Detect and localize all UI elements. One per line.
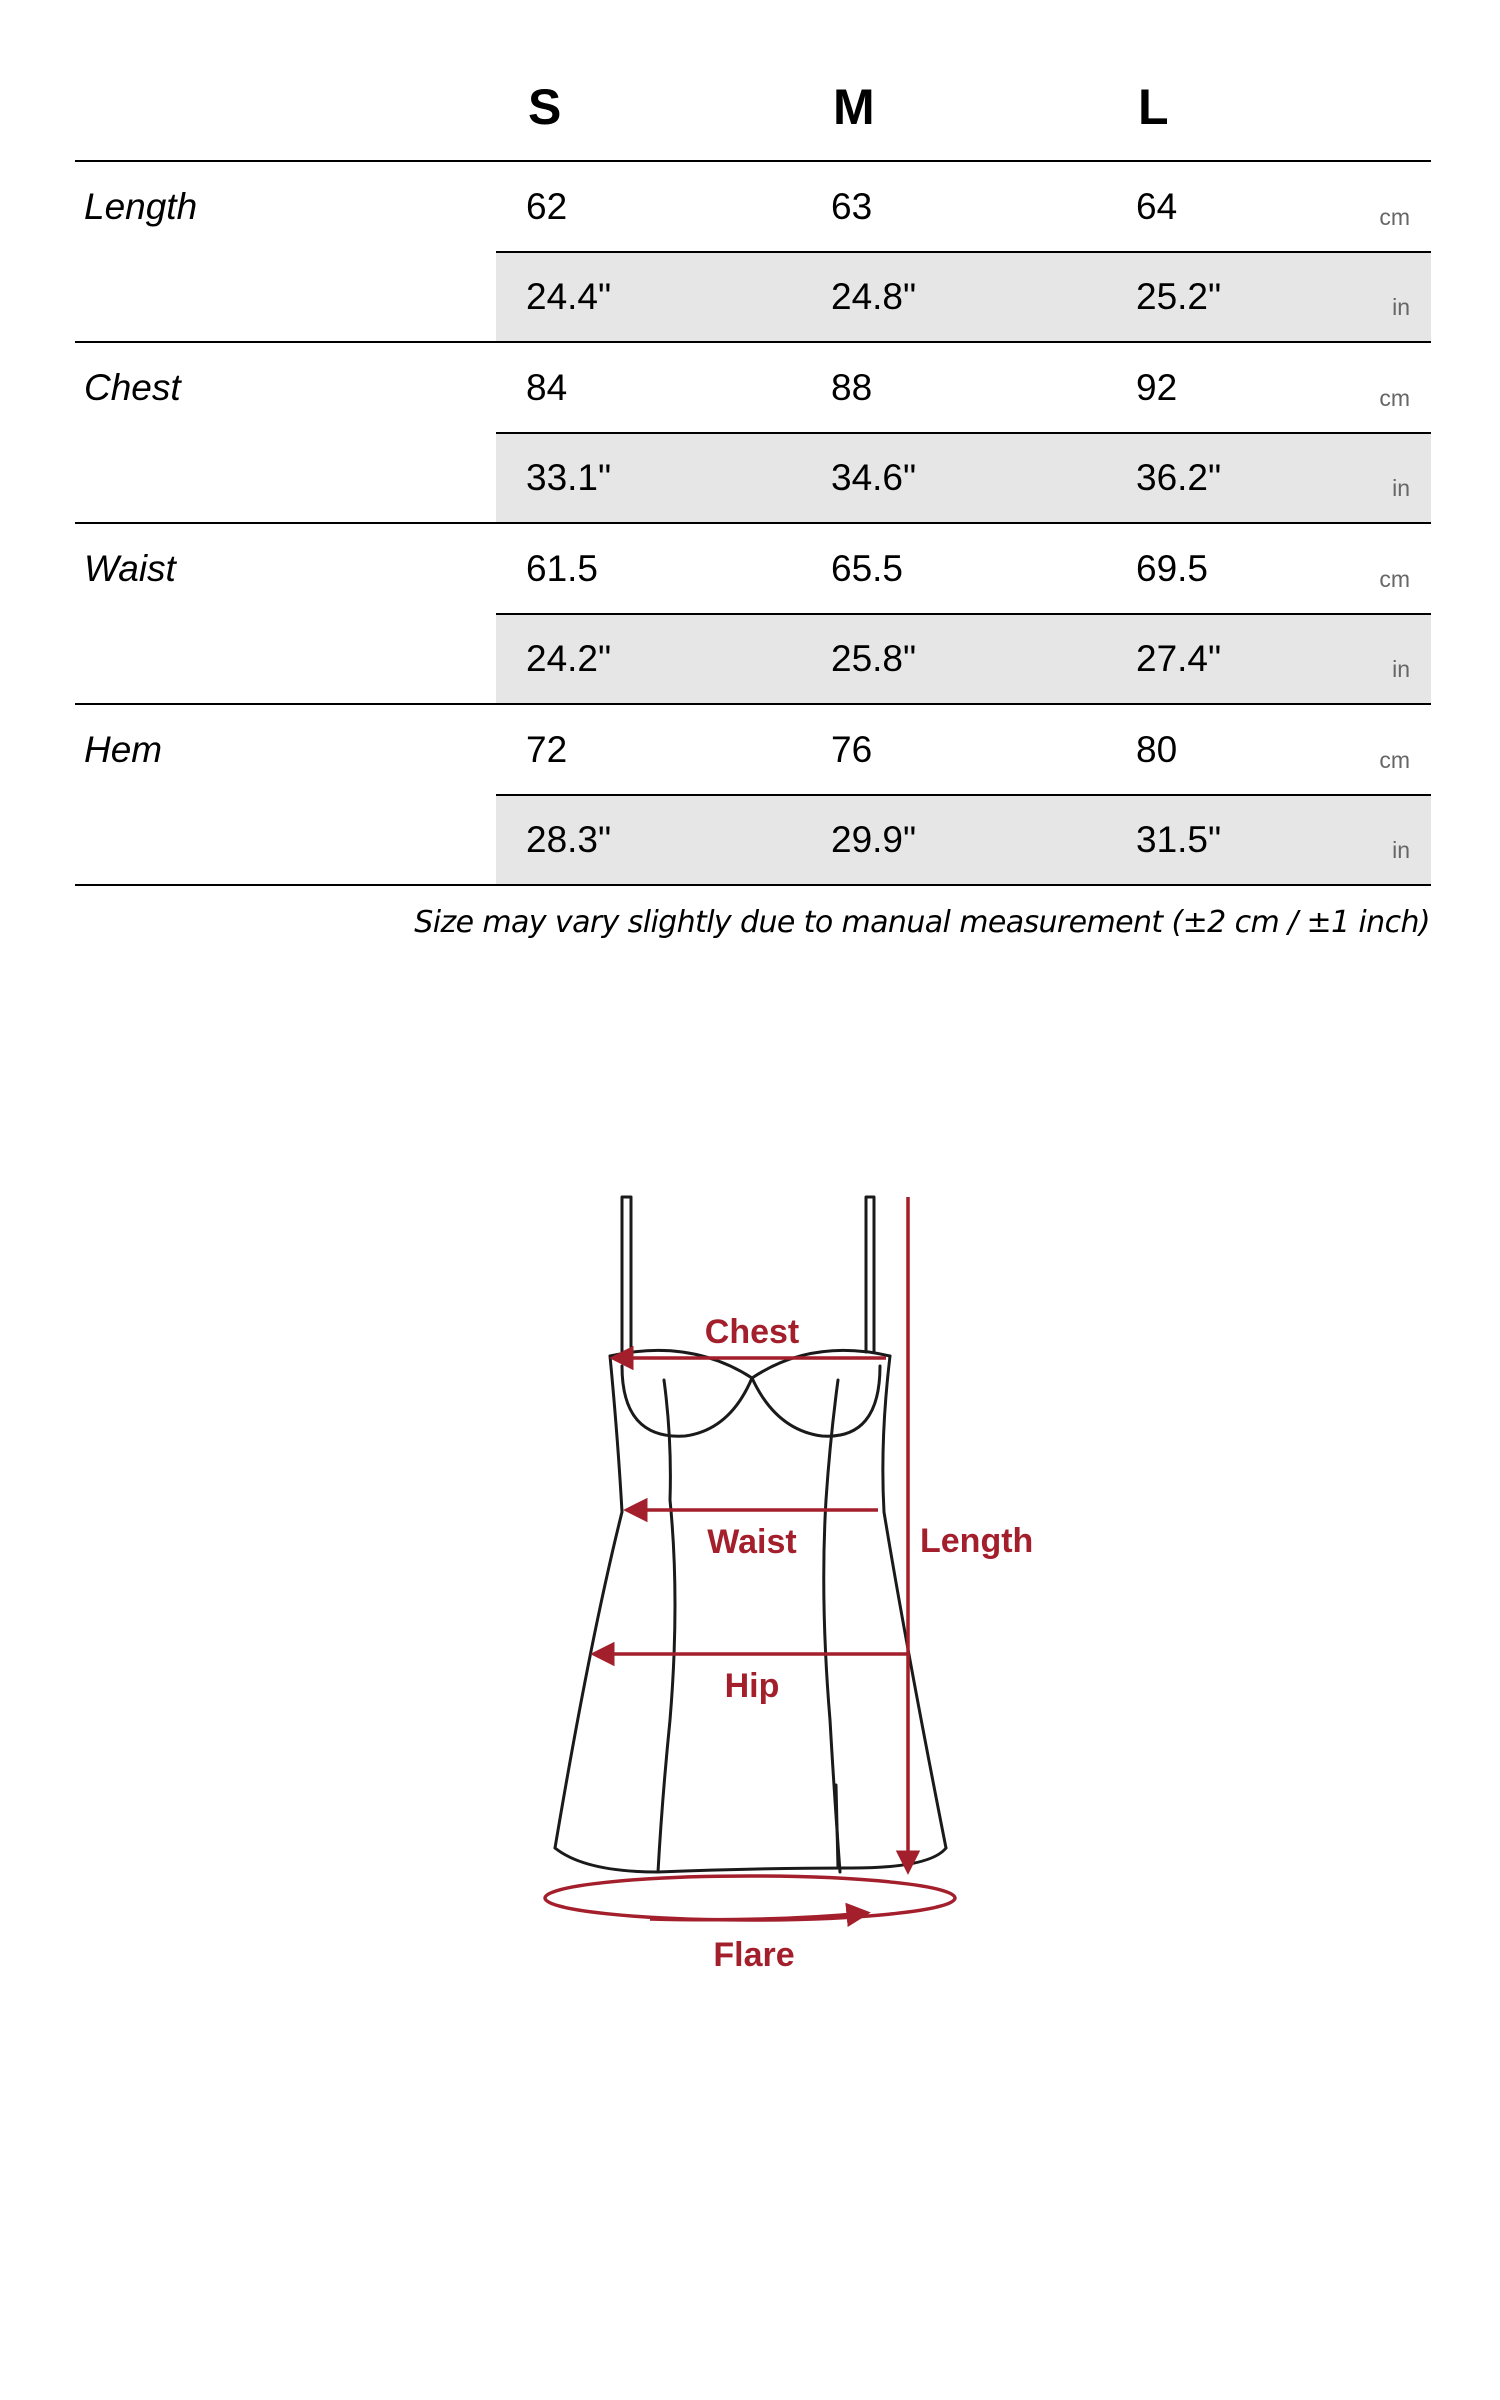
left-seam [658, 1380, 675, 1872]
unit-cm: cm [1379, 747, 1410, 773]
cell-chest-m-cm: 88 [831, 367, 873, 408]
cell-hem-m-in: 29.9" [831, 819, 917, 860]
cell-waist-s-cm: 61.5 [526, 548, 599, 589]
measure-label-length: Length [84, 186, 198, 227]
diagram-label-flare: Flare [713, 1936, 795, 1974]
right-strap [866, 1197, 874, 1352]
right-cup [752, 1366, 880, 1436]
cell-hem-l-in: 31.5" [1136, 819, 1222, 860]
size-header-l: L [1138, 79, 1169, 135]
cell-length-s-in: 24.4" [526, 276, 612, 317]
hem [555, 1848, 946, 1872]
unit-in: in [1392, 656, 1410, 682]
neckline [610, 1350, 890, 1378]
diagram-label-hip: Hip [724, 1667, 780, 1705]
cell-chest-m-in: 34.6" [831, 457, 917, 498]
left-side [555, 1356, 622, 1848]
right-side [883, 1356, 946, 1848]
measure-label-waist: Waist [84, 548, 176, 589]
cell-hem-s-in: 28.3" [526, 819, 612, 860]
cell-length-l-in: 25.2" [1136, 276, 1222, 317]
flare-ellipse [545, 1876, 955, 1920]
cell-hem-m-cm: 76 [831, 729, 873, 770]
cell-chest-l-in: 36.2" [1136, 457, 1222, 498]
cell-waist-l-cm: 69.5 [1136, 548, 1209, 589]
unit-cm: cm [1379, 566, 1410, 592]
cell-length-l-cm: 64 [1136, 186, 1178, 227]
cell-chest-s-in: 33.1" [526, 457, 612, 498]
cell-chest-l-cm: 92 [1136, 367, 1178, 408]
cell-waist-s-in: 24.2" [526, 638, 612, 679]
unit-in: in [1392, 294, 1410, 320]
cell-hem-s-cm: 72 [526, 729, 568, 770]
cell-waist-m-in: 25.8" [831, 638, 917, 679]
cell-hem-l-cm: 80 [1136, 729, 1178, 770]
unit-cm: cm [1379, 204, 1410, 230]
unit-in: in [1392, 475, 1410, 501]
unit-cm: cm [1379, 385, 1410, 411]
cell-waist-l-in: 27.4" [1136, 638, 1222, 679]
measurement-note: Size may vary slightly due to manual measurement (±2 cm / ±1 inch) [414, 905, 1430, 940]
cell-waist-m-cm: 65.5 [831, 548, 904, 589]
measure-label-hem: Hem [84, 729, 163, 770]
cell-chest-s-cm: 84 [526, 367, 568, 408]
size-header-s: S [528, 79, 562, 135]
left-cup [622, 1366, 752, 1436]
diagram-label-waist: Waist [707, 1523, 797, 1561]
diagram-label-length: Length [920, 1522, 1034, 1560]
left-strap [622, 1197, 631, 1352]
size-header-m: M [833, 79, 875, 135]
diagram-label-chest: Chest [704, 1313, 800, 1351]
cell-length-s-cm: 62 [526, 186, 568, 227]
cell-length-m-in: 24.8" [831, 276, 917, 317]
unit-in: in [1392, 837, 1410, 863]
slit [836, 1785, 852, 1868]
cell-length-m-cm: 63 [831, 186, 873, 227]
measure-label-chest: Chest [84, 367, 181, 408]
